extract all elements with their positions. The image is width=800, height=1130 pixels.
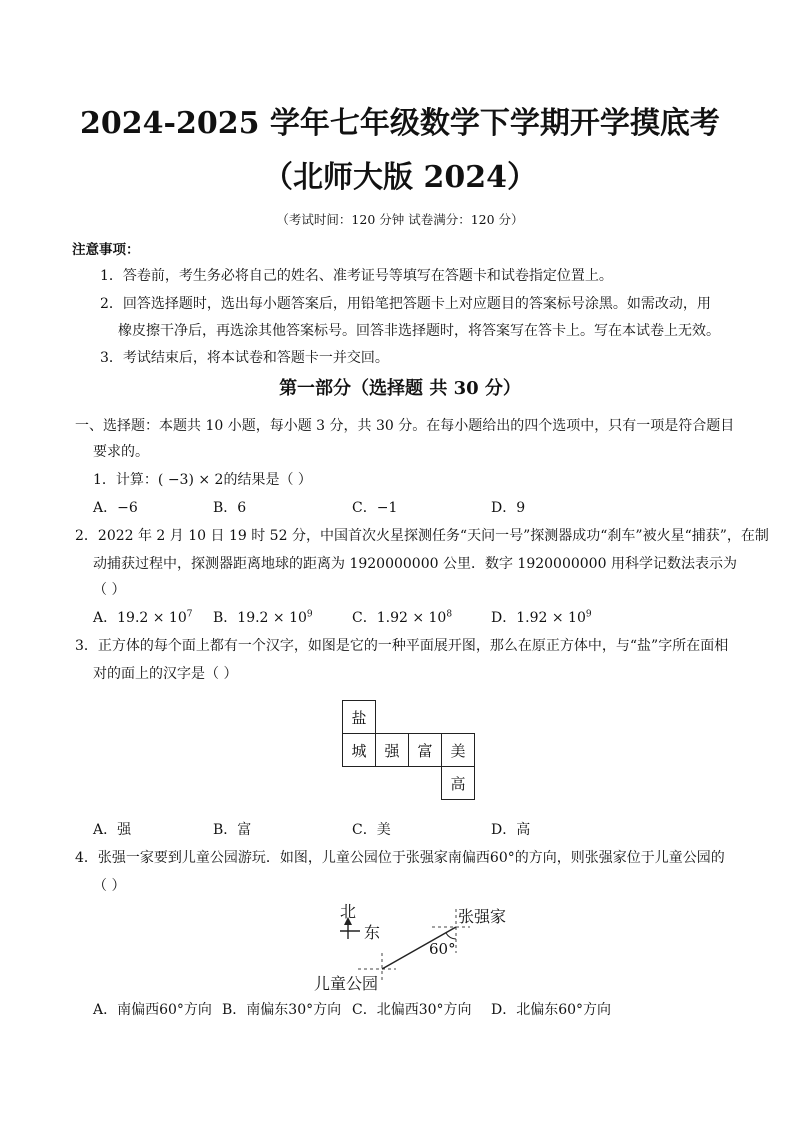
park-label: 儿童公园 <box>314 974 379 993</box>
exam-subtitle: （北师大版 2024） <box>263 160 537 195</box>
net-cell: 城 <box>342 733 376 767</box>
q4-option-a[interactable]: A．南偏西60°方向 <box>93 1002 212 1018</box>
net-cell: 盐 <box>342 700 376 734</box>
option-exponent: 9 <box>585 609 592 620</box>
q4-option-d[interactable]: D．北偏东60°方向 <box>491 1002 612 1018</box>
notes-heading: 注意事项： <box>72 242 140 258</box>
q4-option-b[interactable]: B．南偏东30°方向 <box>222 1002 342 1018</box>
exam-title: 2024-2025 学年七年级数学下学期开学摸底考 <box>80 106 720 141</box>
option-mantissa: 19.2 × 10 <box>117 610 187 626</box>
q1-option-b[interactable]: B．6 <box>213 500 247 516</box>
option-label: D． <box>491 610 517 626</box>
option-mantissa: 19.2 × 10 <box>237 610 307 626</box>
q2-option-a[interactable] <box>93 607 192 627</box>
option-mantissa: 1.92 × 10 <box>516 610 586 626</box>
q3-option-a[interactable]: A．强 <box>93 822 132 838</box>
q2-option-c[interactable] <box>352 607 452 627</box>
question-2-blank: （ ） <box>93 582 126 598</box>
net-cell: 强 <box>375 733 409 767</box>
question-2-stem-cont: 动捕获过程中，探测器距离地球的距离为 1920000000 公里．数字 1920000000 用科学记数法表示为 <box>93 556 737 572</box>
note-item: 2．回答选择题时，选出每小题答案后，用铅笔把答题卡上对应题目的答案标号涂黑。如需改动，用 <box>100 296 711 312</box>
section-title: 第一部分（选择题 共 30 分） <box>279 378 521 399</box>
option-label: B． <box>213 610 238 626</box>
question-4-blank: （ ） <box>93 878 126 894</box>
exam-info: （考试时间：120 分钟 试卷满分：120 分） <box>276 212 524 227</box>
q3-option-b[interactable]: B．富 <box>213 822 252 838</box>
note-item: 橡皮擦干净后，再选涂其他答案标号。回答非选择题时，将答案写在答卡上。写在本试卷上无效。 <box>118 323 720 339</box>
section-instructions: 一、选择题：本题共 10 小题，每小题 3 分，共 30 分。在每小题给出的四个选项中，只有一项是符合题目 <box>75 418 735 434</box>
north-label: 北 <box>340 902 357 921</box>
question-3-stem: 3．正方体的每个面上都有一个汉字，如图是它的一种平面展开图，那么在原正方体中，与“盐”字所在面相 <box>75 638 729 654</box>
q3-option-d[interactable]: D．高 <box>491 822 531 838</box>
net-cell: 美 <box>441 733 475 767</box>
option-exponent: 8 <box>446 609 453 620</box>
option-label: C． <box>352 610 377 626</box>
east-label: 东 <box>364 923 381 942</box>
home-label: 张强家 <box>458 907 507 926</box>
note-item: 3．考试结束后，将本试卷和答题卡一并交回。 <box>100 350 389 366</box>
angle-arc <box>446 933 456 939</box>
q2-option-d[interactable] <box>491 607 592 627</box>
section-instructions-cont: 要求的。 <box>93 444 149 460</box>
option-exponent: 9 <box>306 609 313 620</box>
net-cell: 富 <box>408 733 442 767</box>
question-3-stem-cont: 对的面上的汉字是（ ） <box>93 666 238 682</box>
angle-label: 60° <box>429 940 456 958</box>
note-item: 1．答卷前，考生务必将自己的姓名、准考证号等填写在答题卡和试卷指定位置上。 <box>100 268 613 284</box>
option-exponent: 7 <box>186 609 193 620</box>
q1-option-d[interactable]: D．9 <box>491 500 526 516</box>
q4-option-c[interactable]: C．北偏西30°方向 <box>352 1002 472 1018</box>
q3-option-c[interactable]: C．美 <box>352 822 391 838</box>
q1-option-a[interactable]: A．−6 <box>93 500 138 516</box>
question-1-stem: 1．计算：( −3) × 2的结果是（ ） <box>93 472 312 488</box>
net-cell: 高 <box>441 766 475 800</box>
option-mantissa: 1.92 × 10 <box>376 610 447 626</box>
q2-option-b[interactable] <box>213 607 313 627</box>
question-2-stem: 2．2022 年 2 月 10 日 19 时 52 分，中国首次火星探测任务“天问一号”探测器成功“刹车”被火星“捕获”，在制 <box>75 528 769 544</box>
q1-option-c[interactable]: C．−1 <box>352 500 398 516</box>
question-4-stem: 4．张强一家要到儿童公园游玩．如图，儿童公园位于张强家南偏西60°的方向，则张强家位于儿童公园的 <box>75 850 725 866</box>
option-label: A． <box>93 610 118 626</box>
